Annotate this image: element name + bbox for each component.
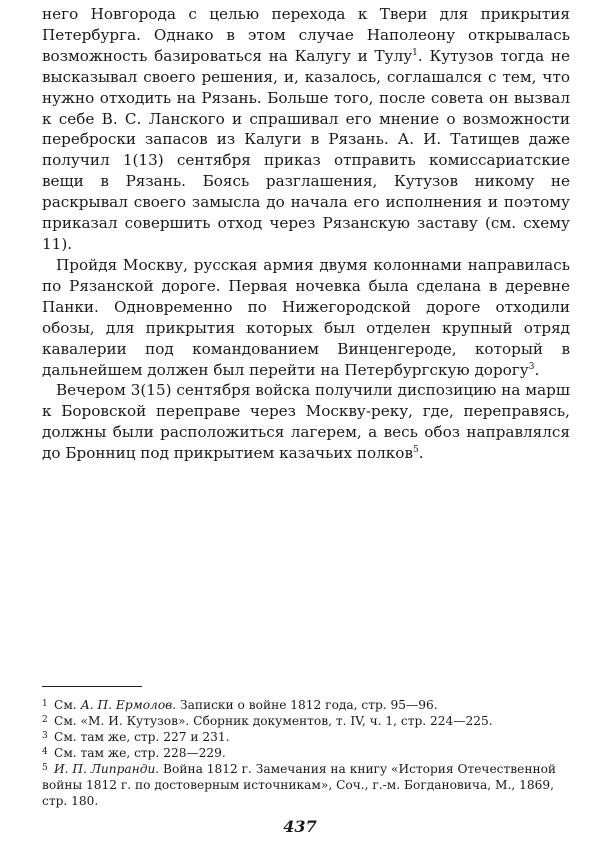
footnote-4: 4 См. там же, стр. 228—229.: [42, 746, 226, 760]
page-number: 437: [283, 817, 317, 836]
footnote-ref-3[interactable]: 3: [528, 361, 535, 372]
paragraph-3: Вечером 3(15) сентября войска получили диспозицию на марш к Боровской переправе через Москву-реку, где, переправясь, должны были расположиться лагерем, а весь обоз направлялся до Бронниц под прикрытием казачьих полков$^5$.: [42, 381, 570, 462]
paragraph-2: Пройдя Москву, русская армия двумя колоннами направилась по Рязанской дороге. Первая ночевка была сделана в деревне Панки. Одновременно по Нижегородской дороге отходили обозы, для прикрытия которых был отделен крупный отряд кавалерии под командованием Винценгероде, который в дальнейшем должен был перейти на Петербургскую дорогу$^3$.: [42, 256, 570, 379]
footnote-2: 2 См. «М. И. Кутузов». Сборник документов, т. IV, ч. 1, стр. 224—225.: [42, 714, 493, 728]
paragraph-1: него Новгорода с целью перехода к Твери для прикрытия Петербурга. Однако в этом случае Наполеону открывалась возможность базироваться на Калугу и Тулу$^1$. Кутузов тогда не высказывал своего решения, и, казалось, соглашался с тем, что нужно отходить на Рязань. Больше того, после совета он вызвал к себе В. С. Ланского и спрашивал его мнение о возможности переброски запасов из Калуги в Рязань. А. И. Татищев даже получил 1(13) сентября приказ отправить комиссариатские вещи в Рязань. Боясь разглашения, Кутузов никому не раскрывал своего замысла до начала его исполнения и поэтому приказал совершить отход через Рязанскую заставу (см. схему 11).: [42, 5, 570, 253]
footnote-ref-1[interactable]: 1: [412, 47, 418, 58]
footnote-1: 1 См. А. П. Ермолов. Записки о войне 1812 года, стр. 95—96.: [42, 698, 438, 712]
footnote-ref-5[interactable]: 5: [413, 444, 419, 455]
footnote-separator: [42, 686, 142, 687]
footnote-3: 3 См. там же, стр. 227 и 231.: [42, 730, 230, 744]
footnote-5: 5 И. П. Липранди. Война 1812 г. Замечания на книгу «История Отечественной войны 1812 г. по достоверным источникам», Соч., г.-м. Богдановича, М., 1869, стр. 180.: [42, 762, 557, 808]
